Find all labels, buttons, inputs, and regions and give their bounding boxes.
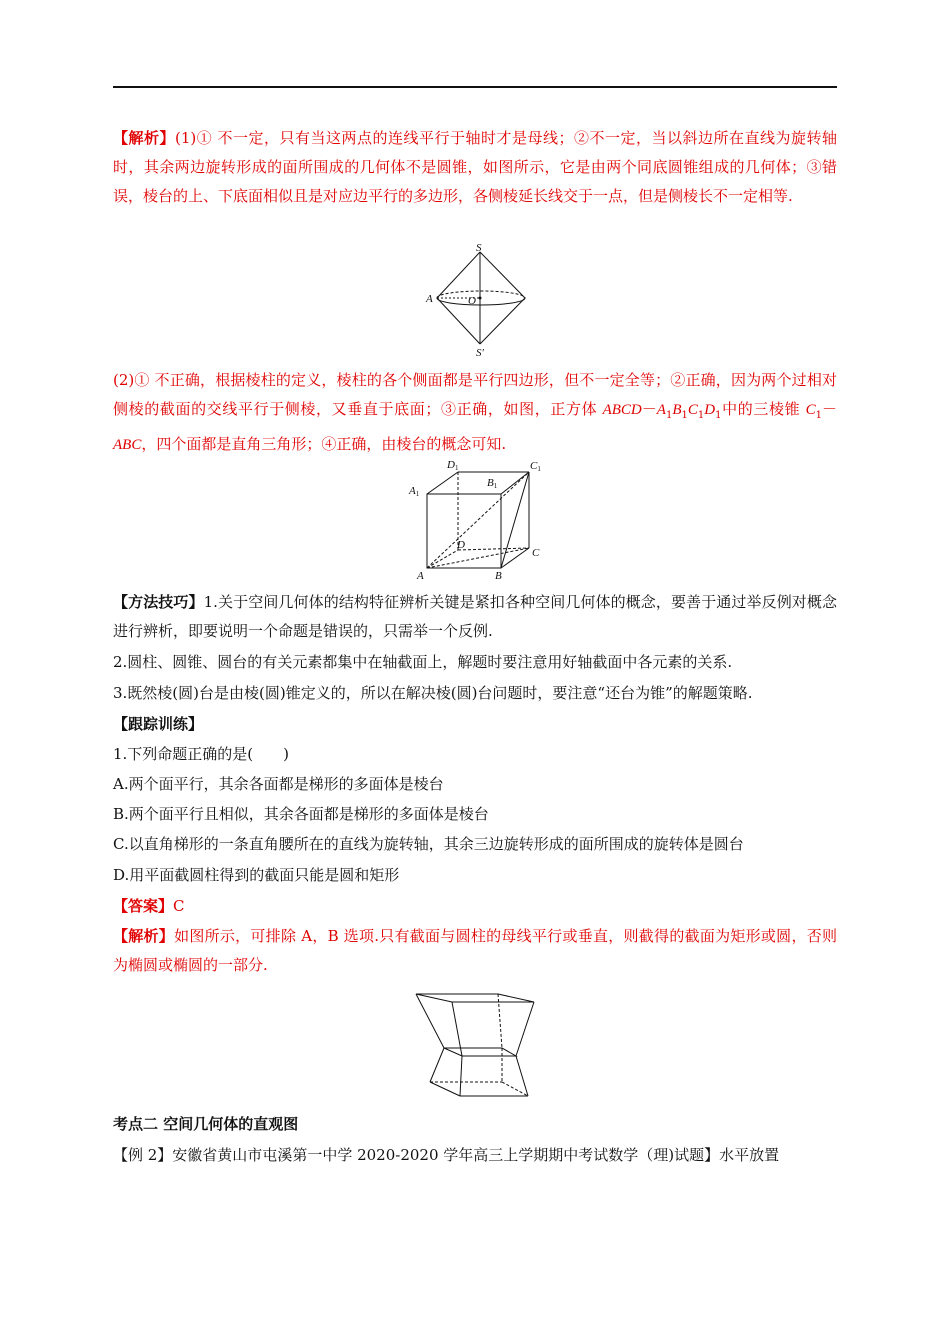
double-cone-figure xyxy=(420,240,530,360)
training-label: 【跟踪训练】 xyxy=(113,715,204,733)
label-c1: C1 xyxy=(530,460,541,473)
vertex-b1: B xyxy=(672,402,682,418)
vertex-d1: D xyxy=(704,402,716,418)
dash: － xyxy=(821,400,837,418)
option-c: C.以直角梯形的一条直角腰所在的直线为旋转轴，其余三边旋转形成的面所围成的旋转体是圆台 xyxy=(113,835,744,853)
analysis-2 xyxy=(113,366,837,460)
analysis-1-label: 【解析】 xyxy=(113,129,175,147)
triangle-abc: ABC xyxy=(113,437,142,453)
answer-value: C xyxy=(173,897,185,915)
label-s: S xyxy=(476,242,482,254)
answer-line xyxy=(113,892,843,921)
top-face xyxy=(416,994,534,1002)
method-tips-text: 1.关于空间几何体的结构特征辨析关键是紧扣各种空间几何体的概念，要善于通过举反例对概念进行辨析，即要说明一个命题是错误的，只需举一个反例. xyxy=(113,593,837,640)
middle-section xyxy=(444,1048,516,1056)
example-2: 【例 2】安徽省黄山市屯溪第一中学 2020-2020 学年高三上学期期中考试数学（理)试题】水平放置 xyxy=(113,1146,780,1164)
answer-label: 【答案】 xyxy=(113,897,174,915)
method-tips-2: 2.圆柱、圆锥、圆台的有关元素都集中在轴截面上，解题时要注意用好轴截面中各元素的关系. xyxy=(113,653,733,671)
header-rule xyxy=(113,86,837,88)
subscript: 1 xyxy=(665,410,673,421)
option-a: A.两个面平行，其余各面都是梯形的多面体是棱台 xyxy=(113,775,444,793)
cube-edge xyxy=(501,548,529,568)
label-d1: D1 xyxy=(447,459,459,472)
analysis-1 xyxy=(113,124,837,211)
label-a: A xyxy=(417,570,424,582)
label-d: D xyxy=(457,539,465,551)
label-a: A xyxy=(426,293,433,305)
training-analysis-text: 如图所示，可排除 A，B 选项.只有截面与圆柱的母线平行或垂直，则截得的截面为矩形或圆，否则为椭圆或椭圆的一部分. xyxy=(113,927,837,974)
vertex-c1: C xyxy=(687,402,698,418)
frustum-edge xyxy=(430,1048,444,1082)
frustum-edge xyxy=(460,1056,462,1096)
label-c: C xyxy=(532,547,540,559)
option-b: B.两个面平行且相似，其余各面都是梯形的多面体是棱台 xyxy=(113,805,489,823)
edge-bc1 xyxy=(501,472,529,568)
frustum-edge xyxy=(516,1002,534,1056)
cube-edge xyxy=(501,472,529,494)
frustum-figure xyxy=(410,990,540,1100)
diagonal-ac xyxy=(427,548,529,568)
analysis-2-text-1: (2)① 不正确，根据棱柱的定义，棱柱的各个侧面都是平行四边形，但不一定全等；②正确，因为两个过相对侧棱的截面的交线平行于侧棱，又垂直于底面；③正确，如图，正方体 xyxy=(113,371,837,418)
frustum-edge xyxy=(416,994,444,1048)
training-analysis-label: 【解析】 xyxy=(113,927,175,945)
label-s-prime: S′ xyxy=(476,347,484,359)
analysis-2-text-3: ，四个面都是直角三角形；④正确，由棱台的概念可知. xyxy=(141,435,507,453)
subscript: 1 xyxy=(697,410,705,421)
option-d: D.用平面截圆柱得到的截面只能是圆和矩形 xyxy=(113,866,400,884)
vertex-a1: A xyxy=(656,402,666,418)
method-tips-label: 【方法技巧】 xyxy=(113,593,204,611)
label-b1: B1 xyxy=(487,477,498,490)
training-question: 1.下列命题正确的是( ) xyxy=(113,745,290,763)
method-tips-1 xyxy=(113,588,837,646)
label-b: B xyxy=(495,570,502,582)
section-2-title: 考点二 空间几何体的直观图 xyxy=(113,1115,299,1133)
method-tips-3: 3.既然棱(圆)台是由棱(圆)锥定义的，所以在解决棱(圆)台问题时，要注意“还台为锥”的解题策略. xyxy=(113,684,753,702)
label-a1: A1 xyxy=(409,485,420,498)
subscript: 1 xyxy=(815,410,822,421)
subscript: 1 xyxy=(681,410,688,421)
diagonal-ac1 xyxy=(427,472,529,568)
analysis-2-text-2: 中的三棱锥 xyxy=(721,400,806,418)
subscript: 1 xyxy=(715,410,722,421)
dash: － xyxy=(641,400,657,418)
analysis-1-text: (1)① 不一定，只有当这两点的连线平行于轴时才是母线；②不一定，当以斜边所在直线为旋转轴时，其余两边旋转形成的面所围成的几何体不是圆锥，如图所示，它是由两个同底圆锥组成的几何体；③错误，棱台的上、下底面相似且是对应边平行的多边形，各侧棱延长线交于一点，但是侧棱长不一定相等. xyxy=(113,129,837,205)
center-dot xyxy=(479,297,482,300)
cube-abcd: ABCD xyxy=(602,402,642,418)
hidden-edge xyxy=(458,548,529,550)
vertex-c1: C xyxy=(805,402,816,418)
label-o: O xyxy=(468,295,476,307)
training-analysis xyxy=(113,922,837,980)
bottom-edge xyxy=(430,1082,460,1096)
cube-edge xyxy=(427,472,458,494)
cube-figure xyxy=(405,458,555,586)
